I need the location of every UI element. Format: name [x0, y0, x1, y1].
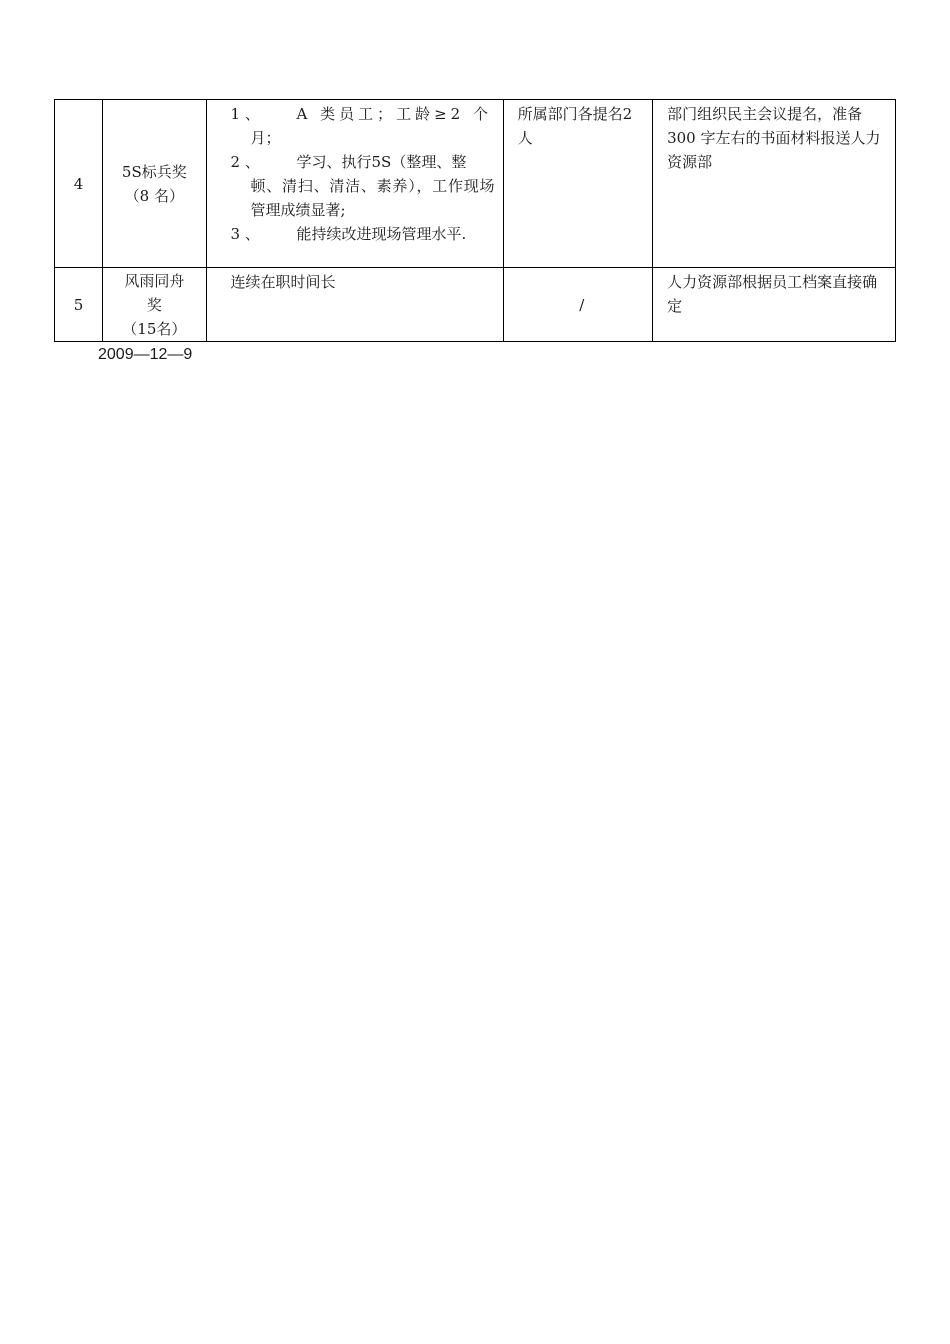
condition-text-cont: 月； [250, 129, 281, 147]
award-name-line: 奖 [146, 295, 162, 314]
condition-item [231, 150, 495, 222]
selection-procedure: 人力资源部根据员工档案直接确定 [653, 268, 896, 342]
nomination-method: / [503, 268, 653, 342]
condition-text: A 类员工；工龄≥2 个 [296, 105, 492, 123]
award-conditions: 连续在职时间长 [206, 268, 503, 342]
condition-number: 3 、 [230, 225, 260, 243]
award-name [103, 100, 206, 268]
condition-item [231, 222, 495, 246]
table-row [55, 100, 896, 268]
selection-procedure: 部门组织民主会议提名，准备300 字左右的书面材料报送人力资源部 [653, 100, 896, 268]
document-date: 2009—12—9 [98, 346, 193, 363]
award-quota: （8 名） [124, 186, 184, 205]
table-row [55, 268, 896, 342]
award-quota: （15名） [122, 319, 187, 338]
row-number: 5 [55, 268, 103, 342]
condition-number: 1 、 [230, 105, 260, 123]
award-conditions [206, 100, 503, 268]
condition-item [231, 102, 495, 150]
nomination-method: 所属部门各提名2人 [503, 100, 653, 268]
condition-text: 学习、执行5S（整理、整 [296, 153, 467, 171]
award-name [103, 268, 206, 342]
award-name-line: 风雨同舟 [124, 271, 185, 290]
condition-text-cont: 顿、清扫、清洁、素养），工作现场管理成绩显著; [250, 177, 495, 219]
condition-text: 能持续改进现场管理水平. [296, 225, 467, 243]
award-name-line: 5S标兵奖 [121, 162, 187, 181]
condition-number: 2 、 [230, 153, 260, 171]
award-table [54, 99, 896, 342]
row-number: 4 [55, 100, 103, 268]
